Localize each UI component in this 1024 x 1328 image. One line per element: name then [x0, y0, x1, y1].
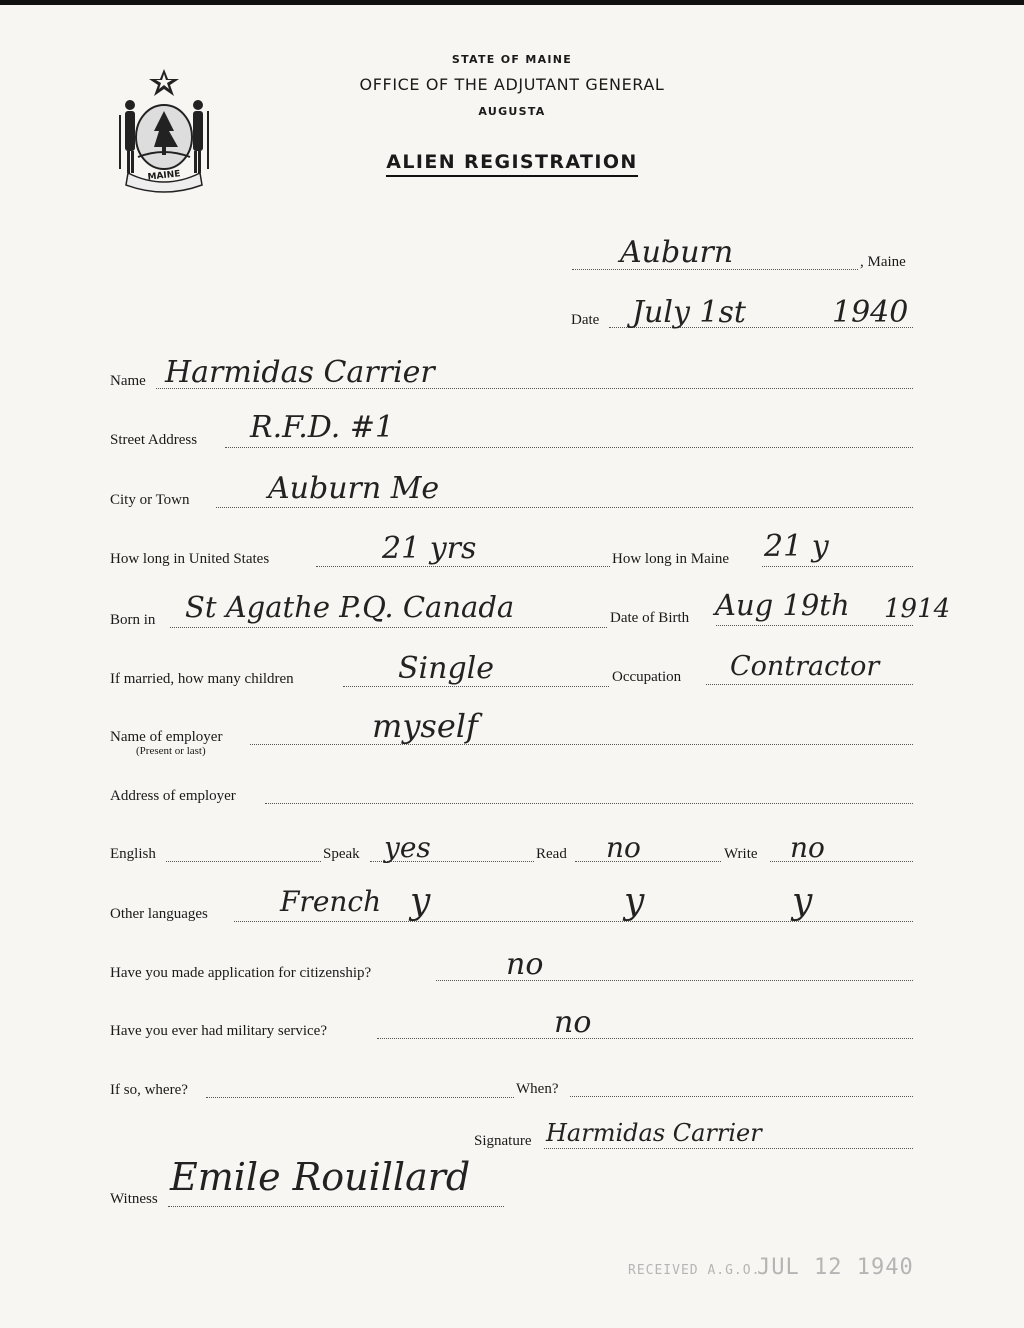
if-married-label: If married, how many children: [110, 671, 294, 687]
date-of-birth-line: [716, 625, 913, 626]
other-languages-label: Other languages: [110, 906, 208, 922]
english-read-value: no: [606, 831, 641, 864]
occupation-label: Occupation: [612, 669, 682, 685]
header-title-wrap: [0, 151, 1024, 173]
witness-line: [168, 1206, 504, 1207]
how-long-us-line: [316, 566, 610, 567]
date-of-birth-value: Aug 19th: [715, 588, 850, 622]
employer-line: [250, 744, 913, 745]
birth-year-value: 1914: [884, 594, 951, 624]
military-label: Have you ever had military service?: [110, 1023, 327, 1039]
date-value: July 1st: [632, 295, 746, 330]
date-of-birth-label: Date of Birth: [610, 610, 690, 626]
born-in-label: Born in: [110, 612, 156, 628]
read-label: Read: [536, 846, 567, 862]
date-year: 1940: [832, 295, 909, 330]
town-value: Auburn: [620, 235, 734, 270]
received-stamp-date: JUL 12 1940: [757, 1255, 914, 1280]
how-long-maine-line: [762, 566, 913, 567]
witness-value: Emile Rouillard: [170, 1155, 471, 1199]
street-address-value: R.F.D. #1: [250, 410, 395, 445]
children-value: Single: [398, 651, 495, 686]
city-label: City or Town: [110, 492, 190, 508]
name-value: Harmidas Carrier: [165, 355, 435, 390]
english-line: [166, 861, 321, 862]
city-value: Auburn Me: [268, 471, 440, 506]
seal-banner: MAINE: [147, 169, 181, 183]
signature-line: [544, 1148, 913, 1149]
how-long-us-label: How long in United States: [110, 551, 270, 567]
born-in-line: [170, 627, 607, 628]
header-city: AUGUSTA: [478, 105, 546, 118]
english-label: English: [110, 846, 156, 862]
military-line: [377, 1038, 913, 1039]
street-address-line: [225, 447, 913, 448]
military-value: no: [554, 1005, 592, 1040]
speak-label: Speak: [323, 846, 360, 862]
citizenship-label: Have you made application for citizenship?: [110, 965, 372, 981]
employer-value: myself: [372, 707, 478, 745]
how-long-maine-label: How long in Maine: [612, 551, 730, 567]
header-office: OFFICE OF THE ADJUTANT GENERAL: [359, 75, 665, 94]
english-speak-value: yes: [384, 831, 431, 864]
english-write-value: no: [790, 831, 825, 864]
how-long-us-value: 21 yrs: [382, 531, 477, 566]
if-so-where-line: [206, 1097, 514, 1098]
occupation-value: Contractor: [730, 651, 880, 682]
citizenship-value: no: [506, 947, 544, 982]
witness-label: Witness: [110, 1191, 158, 1207]
when-label: When?: [516, 1081, 559, 1097]
date-label: Date: [571, 312, 600, 328]
other-write-value: y: [792, 881, 813, 922]
how-long-maine-value: 21 y: [764, 529, 829, 564]
present-or-last-label: (Present or last): [136, 745, 206, 757]
born-in-value: St Agathe P.Q. Canada: [185, 590, 515, 624]
name-label: Name: [110, 373, 146, 389]
received-stamp-label: RECEIVED A.G.O.: [628, 1263, 761, 1278]
if-so-where-label: If so, where?: [110, 1082, 188, 1098]
write-label: Write: [724, 846, 758, 862]
when-line: [570, 1096, 913, 1097]
signature-label: Signature: [474, 1133, 532, 1149]
if-married-line: [343, 686, 609, 687]
employer-label: Name of employer: [110, 729, 223, 745]
street-address-label: Street Address: [110, 432, 198, 448]
other-language-value: French: [280, 885, 382, 918]
signature-value: Harmidas Carrier: [546, 1119, 762, 1147]
read-line: [575, 861, 721, 862]
city-line: [216, 507, 913, 508]
occupation-line: [706, 684, 913, 685]
other-speak-value: y: [410, 881, 431, 922]
form-title: ALIEN REGISTRATION: [386, 151, 637, 177]
employer-address-label: Address of employer: [110, 788, 236, 804]
employer-address-line: [265, 803, 913, 804]
maine-label: , Maine: [860, 254, 906, 270]
header-state: STATE OF MAINE: [451, 53, 573, 66]
other-read-value: y: [624, 881, 645, 922]
